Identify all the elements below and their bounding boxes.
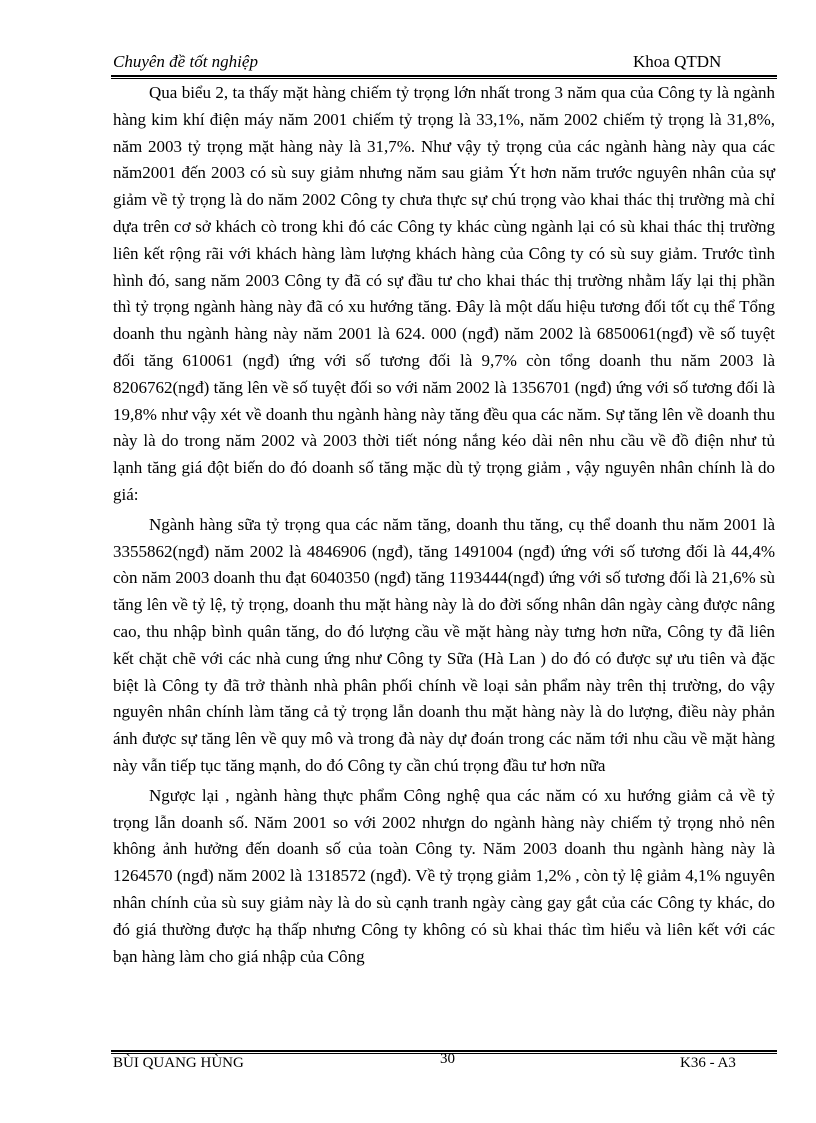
- paragraph-3: Ngược lại , ngành hàng thực phẩm Công nghệ qua các năm có xu hướng giảm cả về tỷ trọng lẫn doanh số. Năm 2001 so với 2002 nhưgn do ngành hàng này chiếm tỷ trọng nhỏ nên không ảnh hưởng đến doanh số của toàn Công ty. Năm 2003 doanh thu ngành hàng này là 1264570 (ngđ) năm 2002 là 1318572 (ngđ). Về tỷ trọng giảm 1,2% , còn tỷ lệ giảm 4,1% nguyên nhân chính của sù suy giảm này là do sù cạnh tranh ngày càng gay gắt của các Công ty khác, do đó giá thường được hạ thấp nhưng Công ty không có sù khai thác tìm hiểu và liên kết với các bạn hàng làm cho giá nhập của Công: [113, 785, 775, 966]
- header-rule: [111, 75, 777, 77]
- page-number: 30: [440, 1051, 455, 1067]
- footer-class: K36 - A3: [680, 1055, 736, 1071]
- body-text: [113, 80, 775, 970]
- header-title: Chuyên đề tốt nghiệp: [113, 52, 258, 71]
- header-department: Khoa QTDN: [633, 52, 722, 71]
- header-rule-thin: [111, 78, 777, 79]
- paragraph-2: Ngành hàng sữa tỷ trọng qua các năm tăng, doanh thu tăng, cụ thể doanh thu năm 2001 là 3355862(ngđ) năm 2002 là 4846906 (ngđ), tăng 1491004 (ngđ) ứng với số tương đối là 44,4% còn năm 2003 doanh thu đạt 6040350 (ngđ) tăng 1193444(ngđ) ứng với số tương đối là 21,6% sù tăng lên về tỷ lệ, tỷ trọng, doanh thu mặt hàng này là do đời sống nhân dân ngày càng được nâng cao, thu nhập bình quân tăng, do đó lượng cầu về mặt hàng này tưng hơn nữa, Công ty đã liên kết chặt chẽ với các nhà cung ứng như Công ty Sữa (Hà Lan ) do đó có được sự ưu tiên và đặc biệt là Công ty đã trở thành nhà phân phối chính về loại sản phẩm này trên thị trường, do vậy nguyên nhân chính làm tăng cả tỷ trọng lẫn doanh thu mặt hàng này là do lượng, điều này phản ánh được sự tăng lên về quy mô và trong đà này dự đoán trong các năm tới nhu cầu về mặt hàng này vẫn tiếp tục tăng mạnh, do đó Công ty cần chú trọng đầu tư hơn nữa: [113, 514, 775, 775]
- paragraph-1: Qua biểu 2, ta thấy mặt hàng chiếm tỷ trọng lớn nhất trong 3 năm qua của Công ty là ngành hàng kim khí điện máy năm 2001 chiếm tỷ trọng là 33,1%, năm 2002 chiếm tỷ trọng là 31,8%, năm 2003 tỷ trọng mặt hàng này là 31,7%. Như vậy tỷ trọng của các ngành hàng này qua các năm2001 đến 2003 có sù suy giảm nhưng năm sau giảm Ýt hơn năm trước nguyên nhân của sự giảm về tỷ trọng là do năm 2002 Công ty chưa thực sự chú trọng vào khai thác thị trường mà chỉ dựa trên cơ sở khách cò trong khi đó các Công ty khác cùng ngành lại có sù khai thác thị trường liên kết rộng rãi với khách hàng làm lượng khách hàng của Công ty có sù suy giảm. Trước tình hình đó, sang năm 2003 Công ty đã có sự đầu tư cho khai thác thị trường nhằm lấy lại thị phần thì tỷ trọng ngành hàng này đã có xu hướng tăng. Đây là một dấu hiệu tương đối tốt cụ thể Tổng doanh thu ngành hàng này năm 2001 là 624. 000 (ngđ) năm 2002 là 6850061(ngđ) về số tuyệt đối tăng 610061 (ngđ) ứng với số tương đối là 9,7% còn tổng doanh thu năm 2003 là 8206762(ngđ) tăng lên về số tuyệt đối so với năm 2002 là 1356701 (ngđ) ứng với số tương đối là 19,8% như vậy xét về doanh thu ngành hàng này tăng đều qua các năm. Sự tăng lên về doanh thu này là do trong năm 2002 và 2003 thời tiết nóng nắng kéo dài nên nhu cầu về đồ điện như tủ lạnh tăng giá đột biến do đó doanh số tăng mặc dù tỷ trọng giảm , vậy nguyên nhân chính là do giá:: [113, 83, 775, 504]
- footer-author: BÙI QUANG HÙNG: [113, 1055, 244, 1071]
